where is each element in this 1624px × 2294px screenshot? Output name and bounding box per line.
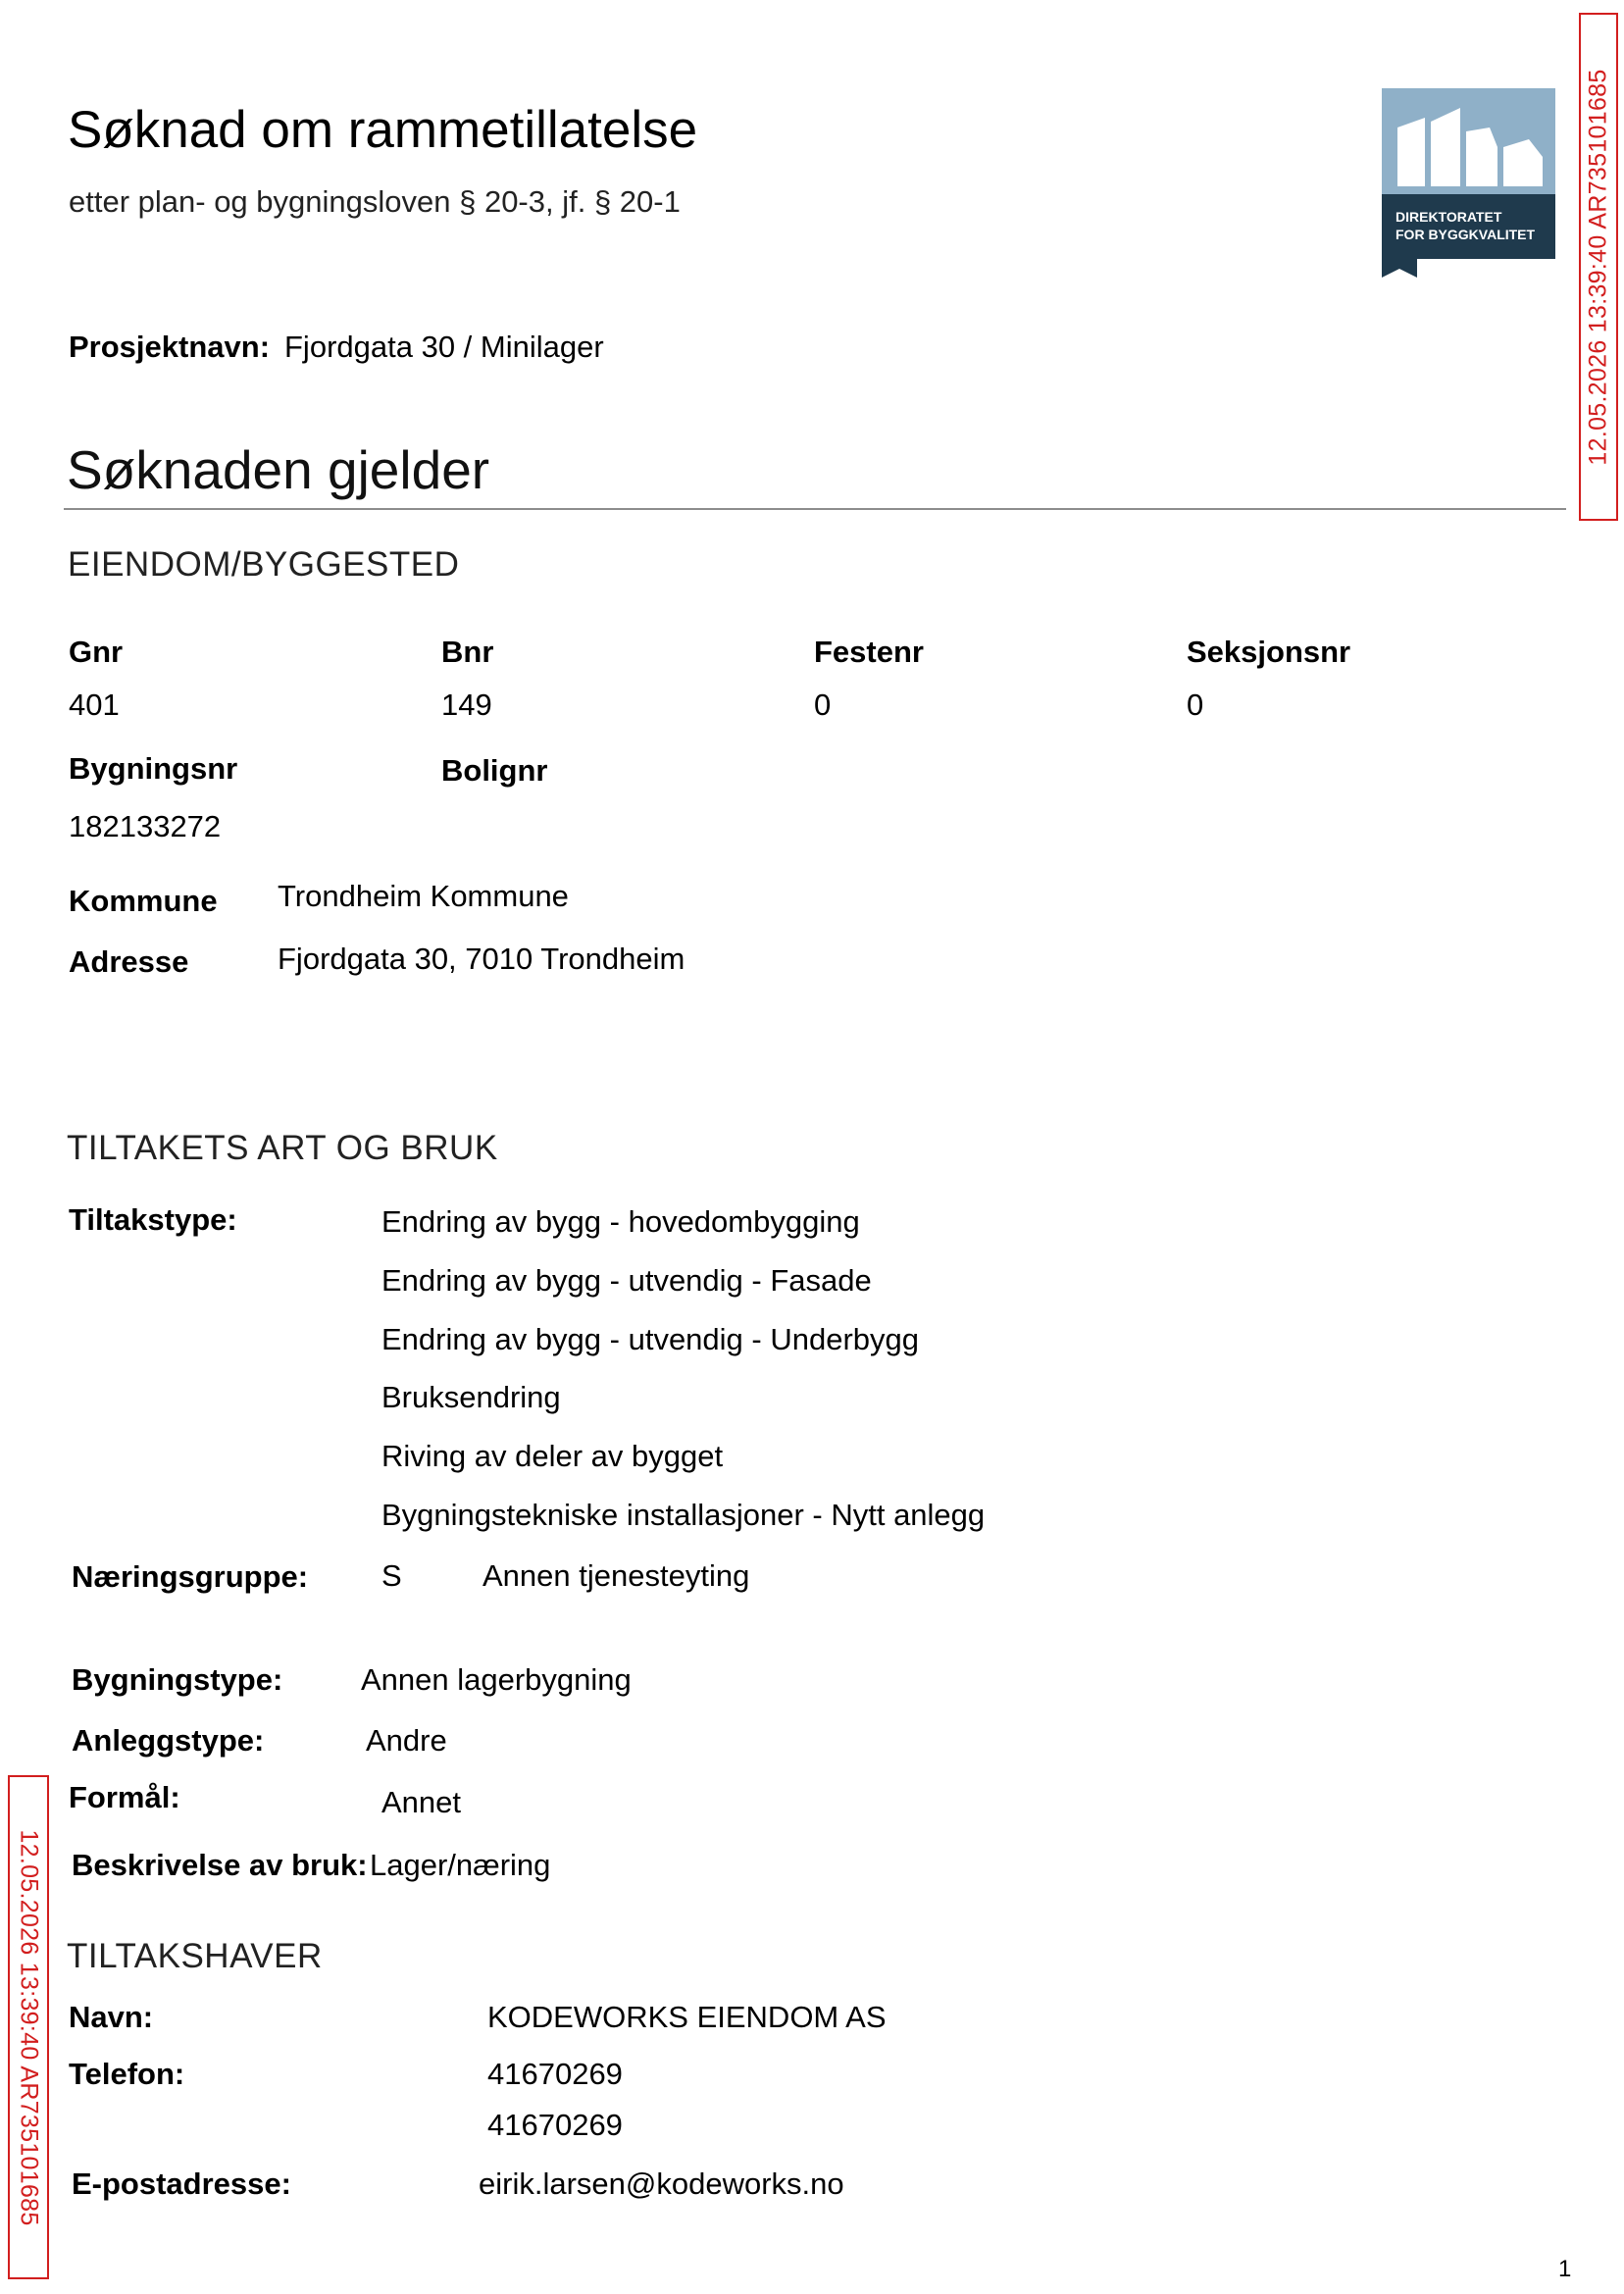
tiltakstype-item: Riving av deler av bygget bbox=[381, 1439, 724, 1473]
telefon-value: 41670269 bbox=[487, 2108, 623, 2142]
document-subtitle: etter plan- og bygningsloven § 20-3, jf. § 20-1 bbox=[69, 184, 681, 219]
tiltakshaver-heading: TILTAKSHAVER bbox=[67, 1937, 323, 1975]
dibk-logo bbox=[1382, 88, 1555, 278]
kommune-value: Trondheim Kommune bbox=[278, 879, 569, 913]
tiltakstype-item: Bygningstekniske installasjoner - Nytt anlegg bbox=[381, 1498, 986, 1532]
dibk-logo-icon bbox=[1382, 88, 1555, 278]
telefon-label: Telefon: bbox=[69, 2057, 185, 2091]
tiltakstype-item: Bruksendring bbox=[381, 1380, 561, 1414]
festenr-label: Festenr bbox=[814, 635, 924, 669]
beskrivelse-value: Lager/næring bbox=[370, 1848, 551, 1882]
adresse-label: Adresse bbox=[69, 944, 189, 979]
beskrivelse-label: Beskrivelse av bruk: bbox=[72, 1848, 368, 1882]
bygningstype-label: Bygningstype: bbox=[72, 1662, 283, 1697]
tiltakstype-item: Endring av bygg - utvendig - Fasade bbox=[381, 1263, 872, 1298]
anleggstype-value: Andre bbox=[366, 1723, 447, 1758]
stamp-text-right: 12.05.2026 13:39:40 AR735101685 bbox=[1584, 68, 1612, 466]
epost-label: E-postadresse: bbox=[72, 2167, 291, 2201]
tiltak-heading: TILTAKETS ART OG BRUK bbox=[67, 1129, 498, 1167]
telefon-value: 41670269 bbox=[487, 2057, 623, 2091]
seksjonsnr-label: Seksjonsnr bbox=[1187, 635, 1351, 669]
tiltakstype-item: Endring av bygg - utvendig - Underbygg bbox=[381, 1322, 919, 1356]
navn-label: Navn: bbox=[69, 2000, 154, 2034]
seksjonsnr-value: 0 bbox=[1187, 688, 1204, 722]
eiendom-heading: EIENDOM/BYGGESTED bbox=[68, 545, 460, 584]
tiltakstype-label: Tiltakstype: bbox=[69, 1202, 237, 1237]
bygningsnr-value: 182133272 bbox=[69, 809, 222, 843]
festenr-value: 0 bbox=[814, 688, 832, 722]
formal-value: Annet bbox=[381, 1785, 462, 1819]
gnr-label: Gnr bbox=[69, 635, 124, 669]
page-number: 1 bbox=[1558, 2256, 1572, 2282]
naeringsgruppe-code: S bbox=[381, 1558, 402, 1593]
naeringsgruppe-label: Næringsgruppe: bbox=[72, 1559, 309, 1594]
bygningsnr-label: Bygningsnr bbox=[69, 751, 238, 786]
adresse-value: Fjordgata 30, 7010 Trondheim bbox=[278, 942, 685, 976]
navn-value: KODEWORKS EIENDOM AS bbox=[487, 2000, 887, 2034]
bnr-label: Bnr bbox=[441, 635, 494, 669]
project-label: Prosjektnavn: bbox=[69, 330, 271, 364]
logo-line1: DIREKTORATET bbox=[1396, 209, 1502, 225]
epost-value: eirik.larsen@kodeworks.no bbox=[479, 2167, 844, 2201]
document-title: Søknad om rammetillatelse bbox=[68, 101, 698, 159]
gnr-value: 401 bbox=[69, 688, 120, 722]
tiltakstype-item: Endring av bygg - hovedombygging bbox=[381, 1204, 860, 1239]
section-title: Søknaden gjelder bbox=[67, 439, 490, 500]
kommune-label: Kommune bbox=[69, 884, 218, 918]
logo-line2: FOR BYGGKVALITET bbox=[1396, 227, 1536, 242]
bolignr-label: Bolignr bbox=[441, 753, 548, 788]
naeringsgruppe-text: Annen tjenesteyting bbox=[482, 1558, 750, 1593]
stamp-text-left: 12.05.2026 13:39:40 AR735101685 bbox=[15, 1828, 43, 2226]
section-divider bbox=[64, 508, 1566, 510]
formal-label: Formål: bbox=[69, 1780, 180, 1814]
timestamp-stamp-right bbox=[1579, 13, 1618, 521]
bygningstype-value: Annen lagerbygning bbox=[361, 1662, 632, 1697]
anleggstype-label: Anleggstype: bbox=[72, 1723, 265, 1758]
project-value: Fjordgata 30 / Minilager bbox=[284, 330, 604, 364]
timestamp-stamp-left bbox=[8, 1775, 49, 2279]
bnr-value: 149 bbox=[441, 688, 492, 722]
